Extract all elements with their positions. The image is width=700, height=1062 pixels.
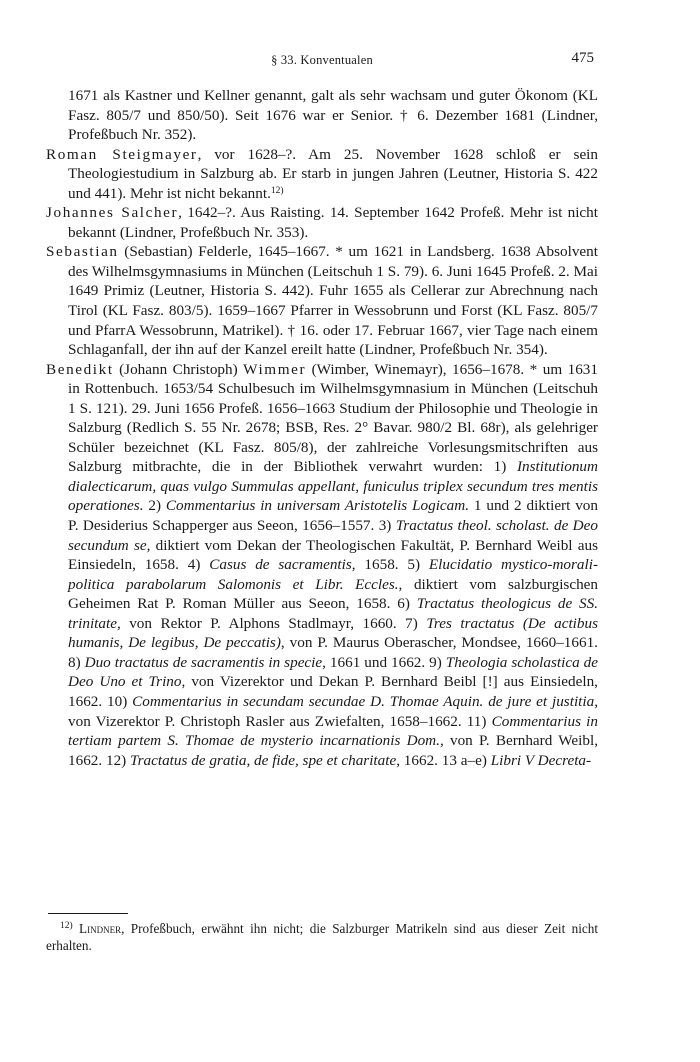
footnote-text: , Profeßbuch, erwähnt ihn nicht; die Salzburger Matrikeln sind aus dieser Zeit nicht erhalten. xyxy=(46,921,598,953)
entry-text: , von P. Bernhard Weibl, 1662. 12) xyxy=(68,732,598,769)
entry-name: Roman Steigmayer xyxy=(46,145,198,163)
entry-name: Benedikt xyxy=(46,360,114,378)
entry-name: Johannes Salcher xyxy=(46,204,179,222)
work-title: Commentarius in tertiam partem S. Thomae de mysterio incarnationis Dom. xyxy=(68,712,598,750)
entry-text: , von P. Maurus Oberascher, Mondsee, 1660–1661. 8) xyxy=(68,634,598,671)
work-title: Tractatus theol. scholast. de Deo secundum se xyxy=(68,517,598,554)
page-number: 475 xyxy=(571,50,594,66)
entry-sebastian-felderle xyxy=(46,242,598,359)
work-title: Casus de sacramentis xyxy=(209,556,352,574)
entry-benedikt-wimmer xyxy=(46,360,598,770)
running-head xyxy=(48,50,596,70)
footnote-author: Lindner xyxy=(79,921,122,936)
entry-text: 2) xyxy=(143,497,166,515)
entry-text: 1671 als Kastner und Kellner genannt, galt als sehr wachsam und guter Ökonom (KL Fasz. 805/7 und 850/50). Seit 1676 war er Senior. † 6. Dezember 1681 (Lindner, Profeßbuch Nr. 352). xyxy=(68,87,598,144)
work-title: Elucidatio mystico-morali-politica parabolarum Salomonis et Libr. Eccles. xyxy=(68,556,599,593)
entry-roman-steigmayer xyxy=(46,145,598,204)
entry-text: , von Vizerektor P. Christoph Rasler aus Zwiefalten, 1658–1662. 11) xyxy=(68,692,598,730)
entry-text: , 1642–?. Aus Raisting. 14. September 1642 Profeß. Mehr ist nicht bekannt (Lindner, Profeßbuch Nr. 353). xyxy=(68,204,598,241)
work-title: Libri V Decreta- xyxy=(490,751,592,769)
entry-text: , von Vizerektor und Dekan P. Bernhard Beibl [!] aus Einsiedeln, 1662. 10) xyxy=(68,673,598,710)
entry-continuation xyxy=(46,86,598,145)
entry-name: Sebastian xyxy=(46,243,119,261)
work-title: Theologia scholastica de Deo Uno et Trino xyxy=(68,653,598,691)
entry-text: (Johann Christoph) xyxy=(113,360,244,378)
work-title: Tres tractatus (De actibus humanis, De legibus, De peccatis) xyxy=(68,614,598,652)
main-text xyxy=(46,86,598,770)
entry-text: , 1662. 13 a–e) xyxy=(396,751,491,769)
work-title: Tractatus theologicus de SS. trinitate xyxy=(68,595,598,632)
entry-johannes-salcher xyxy=(46,203,598,242)
footnote-marker: 12) xyxy=(60,921,73,931)
entry-surname: Wimmer xyxy=(243,360,307,378)
work-title: Commentarius in universam Aristotelis Logicam. xyxy=(165,497,470,515)
entry-text: , 1661 und 1662. 9) xyxy=(322,653,446,671)
entry-text: , vor 1628–?. Am 25. November 1628 schloß er sein Theologiestudium in Salzburg ab. Er starb in jungen Jahren (Leutner, Historia S. 422 und 441). Mehr ist nicht bekannt. xyxy=(68,145,598,202)
work-title: Tractatus de gratia, de fide, spe et charitate xyxy=(130,751,397,769)
work-title: Commentarius in secundam secundae D. Thomae Aquin. de jure et justitia xyxy=(132,692,595,710)
footnote xyxy=(46,920,598,954)
footnote-reference[interactable]: 12) xyxy=(270,185,284,196)
entry-text: , diktiert vom Dekan der Theologischen Fakultät, P. Bernhard Weibl aus Einsiedeln, 1658. 4) xyxy=(68,536,598,574)
entry-text: , diktiert vom salzburgischen Geheimen Rat P. Roman Müller aus Seeon, 1658. 6) xyxy=(68,575,598,613)
footnote-divider xyxy=(48,913,128,914)
work-title: Duo tractatus de sacramentis in specie xyxy=(84,653,323,671)
running-title: § 33. Konventualen xyxy=(271,53,373,67)
entry-text: (Wimber, Winemayr), 1656–1678. * um 1631 in Rottenbuch. 1653/54 Schulbesuch im Wilhelmsgymnasium in München (Leitschuh 1 S. 121). 29. Juni 1656 Profeß. 1656–1663 Studium der Philosophie und Theologie in Salzburg (Redlich S. 55 Nr. 2678; BSB, Res. 2° Bavar. 980/2 Bl. 68r), als gelehriger Schüler bezeichnet (KL Fasz. 805/8), der zahlreiche Vorlesungsmitschriften aus Salzburg mitbrachte, die in der Bibliothek verwahrt wurden: 1) xyxy=(68,360,598,476)
work-title: Institutionum dialecticarum, quas vulgo Summulas appellant, funiculus triplex secundum tres mentis operationes. xyxy=(68,458,598,515)
entry-text: 1 und 2 diktiert von P. Desiderius Schapperger aus Seeon, 1656–1557. 3) xyxy=(68,497,598,535)
entry-text: , von Rektor P. Alphons Stadlmayr, 1660. 7) xyxy=(116,614,427,632)
entry-text: , 1658. 5) xyxy=(351,556,429,574)
entry-text: (Sebastian) Felderle, 1645–1667. * um 1621 in Landsberg. 1638 Absolvent des Wilhelmsgymnasiums in München (Leitschuh 1 S. 79). 6. Juni 1645 Profeß. 2. Mai 1649 Primiz (Leutner, Historia S. 442). Fuhr 1655 als Cellerar zur Abrechnung nach Tirol (KL Fasz. 803/5). 1659–1667 Pfarrer in Wessobrunn und Forst (KL Fasz. 805/7 und PfarrA Wessobrunn, Matrikel). † 16. oder 17. Februar 1667, vier Tage nach einem Schlaganfall, der ihn auf der Kanzel ereilt hatte (Lindner, Profeßbuch Nr. 354). xyxy=(68,243,598,359)
